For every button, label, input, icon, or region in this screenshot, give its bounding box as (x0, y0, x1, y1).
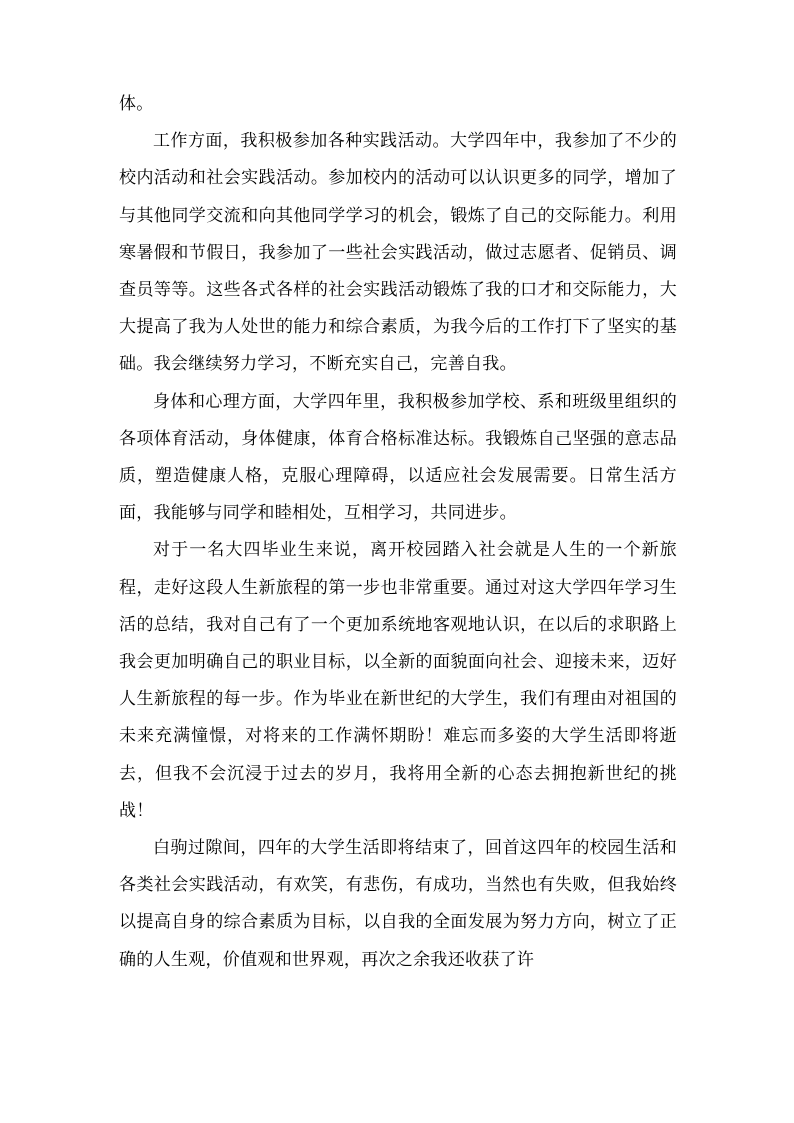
paragraph-work: 工作方面，我积极参加各种实践活动。大学四年中，我参加了不少的校内活动和社会实践活动。参加校内的活动可以认识更多的同学，增加了与其他同学交流和向其他同学学习的机会，锻炼了自己的交际能力。利用寒暑假和节假日，我参加了一些社会实践活动，做过志愿者、促销员、调查员等等。这些各式各样的社会实践活动锻炼了我的口才和交际能力，大大提高了我为人处世的能力和综合素质，为我今后的工作打下了坚实的基础。我会继续努力学习，不断充实自己，完善自我。 (119, 131, 677, 375)
paragraph-health: 身体和心理方面，大学四年里，我积极参加学校、系和班级里组织的各项体育活动，身体健康，体育合格标准达标。我锻炼自己坚强的意志品质，塑造健康人格，克服心理障碍，以适应社会发展需要。日常生活方面，我能够与同学和睦相处，互相学习，共同进步。 (119, 391, 677, 524)
paragraph-graduation: 对于一名大四毕业生来说，离开校园踏入社会就是人生的一个新旅程，走好这段人生新旅程的第一步也非常重要。通过对这大学四年学习生活的总结，我对自己有了一个更加系统地客观地认识，在以后的求职路上我会更加明确自己的职业目标，以全新的面貌面向社会、迎接未来，迈好人生新旅程的每一步。作为毕业在新世纪的大学生，我们有理由对祖国的未来充满憧憬，对将来的工作满怀期盼！难忘而多姿的大学生活即将逝去，但我不会沉浸于过去的岁月，我将用全新的心态去拥抱新世纪的挑战！ (119, 540, 677, 821)
paragraph-reflection: 白驹过隙间，四年的大学生活即将结束了，回首这四年的校园生活和各类社会实践活动，有欢笑，有悲伤，有成功，当然也有失败，但我始终以提高自身的综合素质为目标，以自我的全面发展为努力方向，树立了正确的人生观，价值观和世界观，再次之余我还收获了许 (119, 838, 677, 970)
paragraph-continuation: 体。 (119, 94, 154, 114)
document-body (119, 86, 677, 979)
